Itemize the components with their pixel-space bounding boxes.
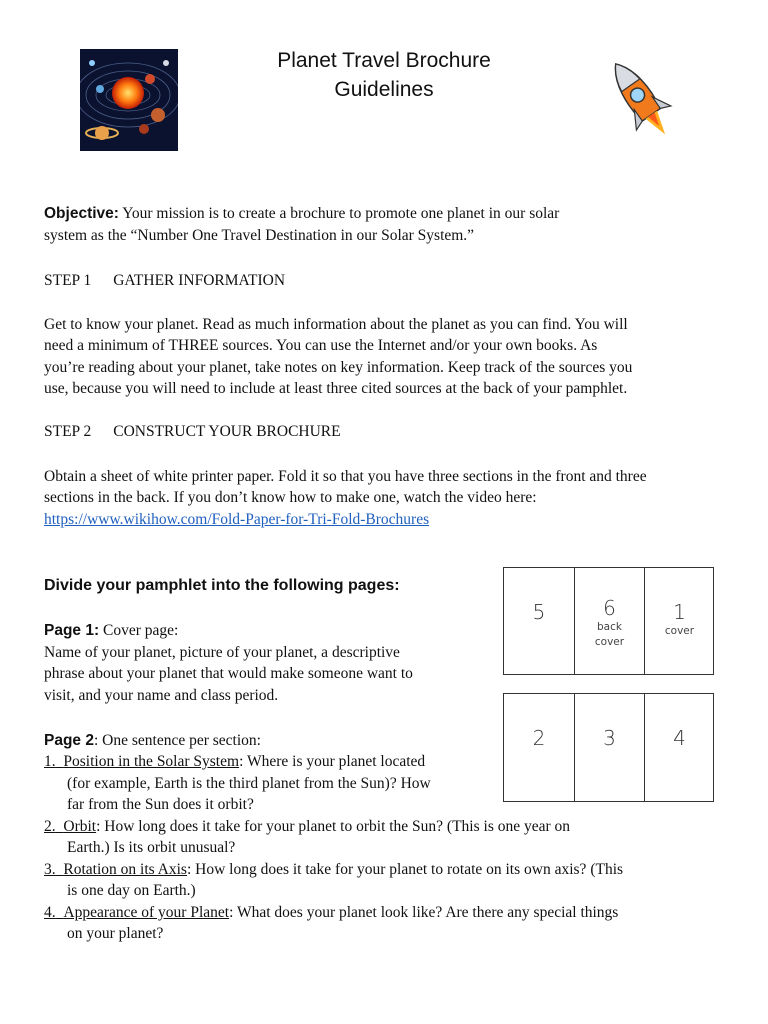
panel-1 xyxy=(644,568,714,674)
step1-line: need a minimum of THREE sources. You can use the Internet and/or your own books. As xyxy=(44,337,598,354)
panel-2 xyxy=(504,694,574,801)
objective-text-1: Your mission is to create a brochure to promote one planet in our solar xyxy=(118,205,560,222)
list-item xyxy=(44,816,570,837)
step2-number: STEP 2 xyxy=(44,423,92,440)
video-link[interactable]: https://www.wikihow.com/Fold-Paper-for-Tri-Fold-Brochures xyxy=(44,511,430,528)
list-item-cont: (for example, Earth is the third planet from the Sun)? How xyxy=(67,775,431,792)
page1-line: visit, and your name and class period. xyxy=(44,687,279,704)
page1-line: phrase about your planet that would make someone want to xyxy=(44,665,413,682)
list-item-cont: far from the Sun does it orbit? xyxy=(67,796,254,813)
panel-number: 4 xyxy=(673,726,686,750)
panel-number: 6 xyxy=(603,596,616,620)
panel-sub: back xyxy=(597,621,622,633)
list-item-text: : How long does it take for your planet to orbit the Sun? (This is one year on xyxy=(96,818,571,835)
title-line-1: Planet Travel Brochure xyxy=(277,49,491,72)
brochure-diagram-back xyxy=(503,567,714,675)
panel-4 xyxy=(644,694,714,801)
step2-line: Obtain a sheet of white printer paper. Fold it so that you have three sections in the front and three xyxy=(44,468,647,485)
page1-label-rest: Cover page: xyxy=(99,622,179,639)
list-item-text: : Where is your planet located xyxy=(239,753,426,770)
list-item xyxy=(44,751,425,772)
page2-label: Page 2 xyxy=(44,732,94,749)
list-item-number: 4. xyxy=(44,904,56,921)
page1-line: Name of your planet, picture of your planet, a descriptive xyxy=(44,644,400,661)
panel-5 xyxy=(504,568,574,674)
video-link-line xyxy=(44,509,429,530)
step2-title: CONSTRUCT YOUR BROCHURE xyxy=(113,423,341,440)
panel-number: 2 xyxy=(532,726,546,750)
panel-6 xyxy=(574,568,644,674)
objective-line-2: system as the “Number One Travel Destination in our Solar System.” xyxy=(44,227,475,244)
page1-heading xyxy=(44,620,178,641)
list-item-cont: is one day on Earth.) xyxy=(67,882,196,899)
divide-heading: Divide your pamphlet into the following pages: xyxy=(44,577,400,594)
page2-label-rest: : One sentence per section: xyxy=(93,732,261,749)
list-item-cont: Earth.) Is its orbit unusual? xyxy=(67,839,236,856)
list-item xyxy=(44,859,623,880)
list-item xyxy=(44,902,618,923)
step1-title: GATHER INFORMATION xyxy=(113,272,286,289)
list-item-cont: on your planet? xyxy=(67,925,164,942)
step1-line: Get to know your planet. Read as much information about the planet as you can find. You will xyxy=(44,316,628,333)
step1-line: use, because you will need to include at least three cited sources at the back of your pamphlet. xyxy=(44,380,628,397)
step2-heading xyxy=(44,421,341,442)
step1-number: STEP 1 xyxy=(44,272,92,289)
objective-line-1 xyxy=(44,203,559,224)
list-item-title: Rotation on its Axis xyxy=(63,861,187,878)
panel-number: 5 xyxy=(532,600,546,624)
list-item-number: 2. xyxy=(44,818,56,835)
list-item-title: Appearance of your Planet xyxy=(63,904,230,921)
step1-heading xyxy=(44,270,285,291)
list-item-number: 3. xyxy=(44,861,56,878)
panel-number: 3 xyxy=(603,726,616,750)
panel-sub: cover xyxy=(664,625,695,637)
panel-number: 1 xyxy=(673,600,686,624)
brochure-diagram-inside xyxy=(503,693,714,802)
list-item-title: Position in the Solar System xyxy=(63,753,240,770)
list-item-text: : How long does it take for your planet to rotate on its own axis? (This xyxy=(186,861,624,878)
title-line-2: Guidelines xyxy=(334,78,434,101)
step2-line: sections in the back. If you don’t know how to make one, watch the video here: xyxy=(44,489,537,506)
page2-heading xyxy=(44,730,261,751)
objective-label: Objective: xyxy=(44,205,119,222)
panel-sub: cover xyxy=(594,636,625,648)
page1-label: Page 1: xyxy=(44,622,100,639)
list-item-text: : What does your planet look like? Are there any special things xyxy=(229,904,619,921)
step1-line: you’re reading about your planet, take notes on key information. Keep track of the sources you xyxy=(44,359,633,376)
list-item-title: Orbit xyxy=(63,818,97,835)
panel-3 xyxy=(574,694,644,801)
list-item-number: 1. xyxy=(44,753,56,770)
rocket-icon xyxy=(598,52,684,148)
